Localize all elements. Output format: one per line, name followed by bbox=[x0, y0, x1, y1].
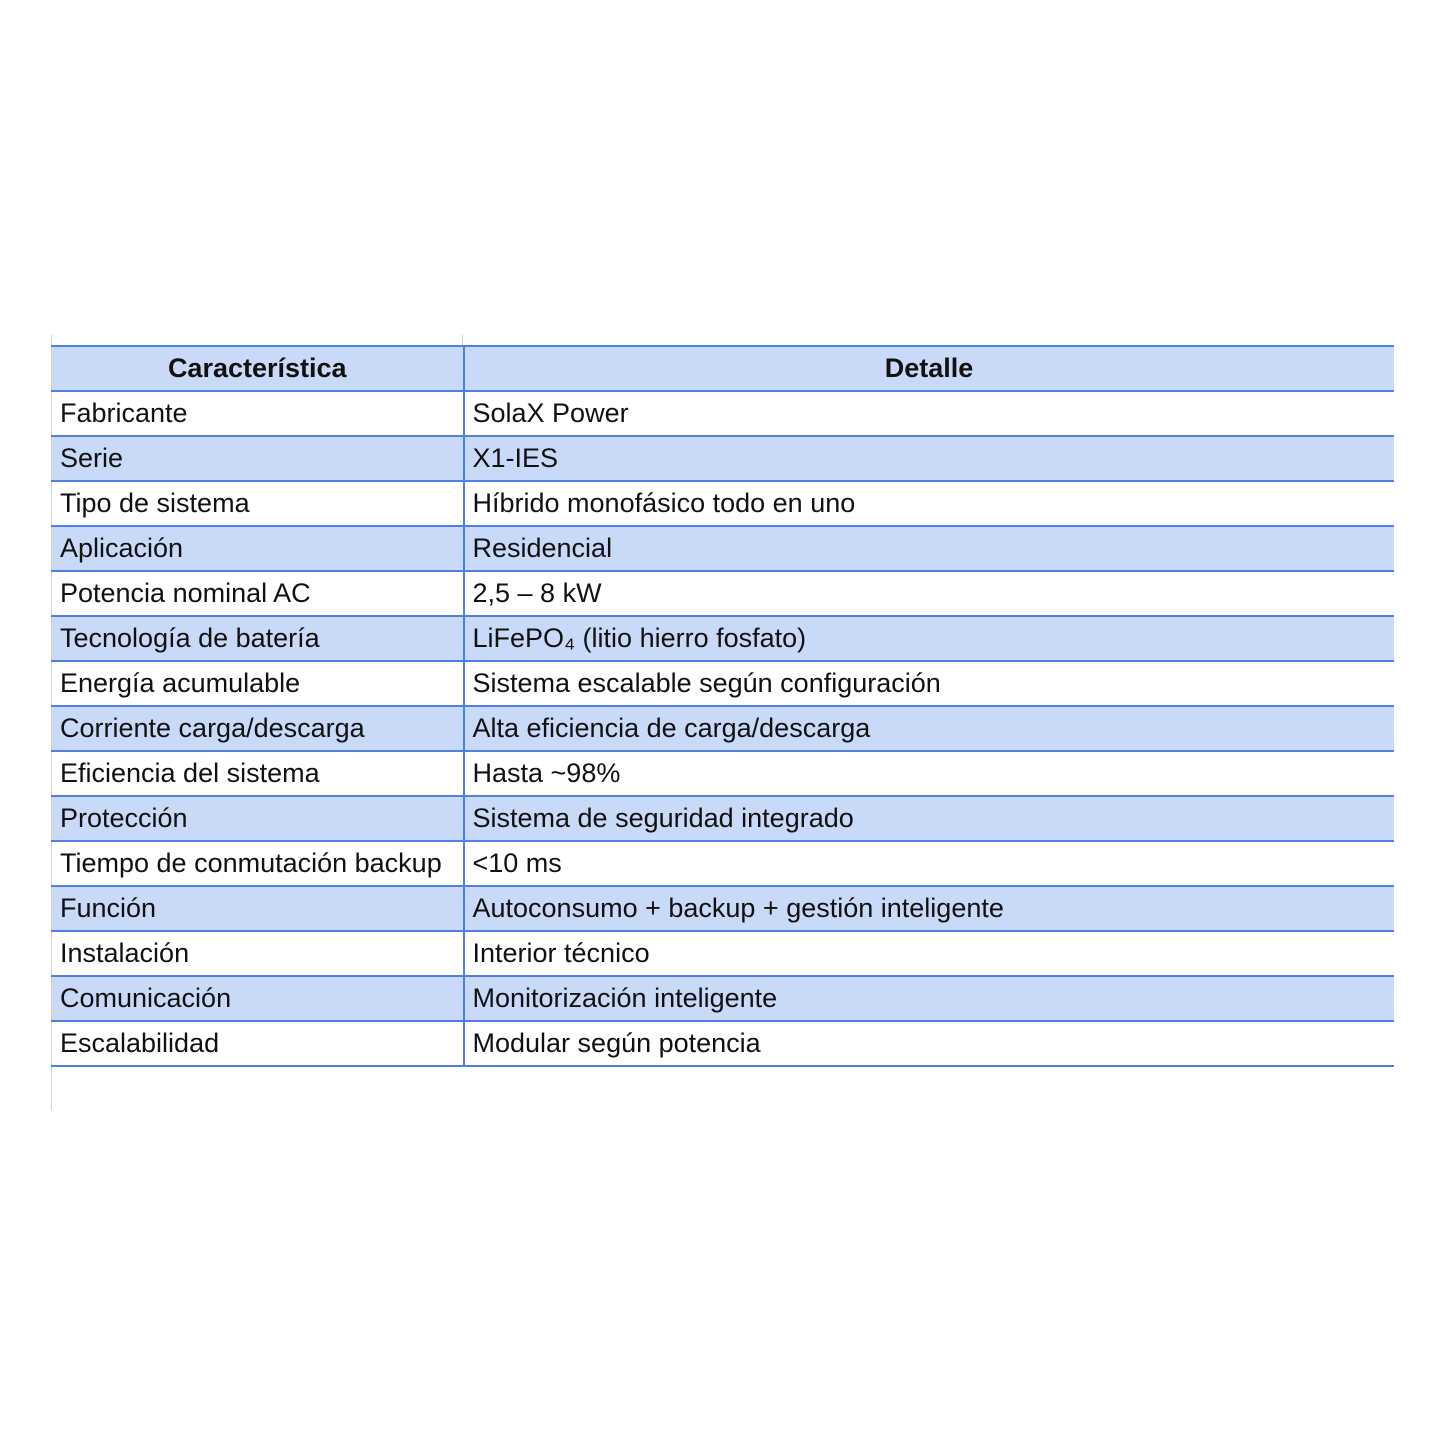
header-row bbox=[52, 346, 1394, 391]
detail-cell[interactable]: Autoconsumo + backup + gestión inteligente bbox=[464, 886, 1394, 931]
detail-cell[interactable]: 2,5 – 8 kW bbox=[464, 571, 1394, 616]
table-row bbox=[52, 571, 1394, 616]
table-row bbox=[52, 391, 1394, 436]
header-cell-caracteristica[interactable]: Característica bbox=[52, 346, 464, 391]
table-row bbox=[52, 886, 1394, 931]
detail-cell[interactable]: Interior técnico bbox=[464, 931, 1394, 976]
table-row bbox=[52, 931, 1394, 976]
detail-cell[interactable]: Hasta ~98% bbox=[464, 751, 1394, 796]
detail-cell[interactable]: Híbrido monofásico todo en uno bbox=[464, 481, 1394, 526]
feature-cell[interactable]: Tecnología de batería bbox=[52, 616, 464, 661]
feature-cell[interactable]: Escalabilidad bbox=[52, 1021, 464, 1066]
spec-table bbox=[51, 345, 1394, 1067]
feature-cell[interactable]: Instalación bbox=[52, 931, 464, 976]
grid-line-column-divider bbox=[462, 335, 463, 345]
detail-cell[interactable]: Modular según potencia bbox=[464, 1021, 1394, 1066]
table-row bbox=[52, 526, 1394, 571]
feature-cell[interactable]: Eficiencia del sistema bbox=[52, 751, 464, 796]
feature-cell[interactable]: Potencia nominal AC bbox=[52, 571, 464, 616]
detail-cell[interactable]: Sistema escalable según configuración bbox=[464, 661, 1394, 706]
table-row bbox=[52, 436, 1394, 481]
detail-cell[interactable]: Sistema de seguridad integrado bbox=[464, 796, 1394, 841]
table-row bbox=[52, 481, 1394, 526]
header-cell-detalle[interactable]: Detalle bbox=[464, 346, 1394, 391]
detail-cell[interactable]: LiFePO₄ (litio hierro fosfato) bbox=[464, 616, 1394, 661]
table-row bbox=[52, 616, 1394, 661]
table-row bbox=[52, 751, 1394, 796]
table-row bbox=[52, 661, 1394, 706]
table-row bbox=[52, 976, 1394, 1021]
detail-cell[interactable]: Monitorización inteligente bbox=[464, 976, 1394, 1021]
feature-cell[interactable]: Comunicación bbox=[52, 976, 464, 1021]
feature-cell[interactable]: Protección bbox=[52, 796, 464, 841]
feature-cell[interactable]: Función bbox=[52, 886, 464, 931]
feature-cell[interactable]: Energía acumulable bbox=[52, 661, 464, 706]
feature-cell[interactable]: Tipo de sistema bbox=[52, 481, 464, 526]
feature-cell[interactable]: Tiempo de conmutación backup bbox=[52, 841, 464, 886]
table-row bbox=[52, 841, 1394, 886]
table-row bbox=[52, 1021, 1394, 1066]
detail-cell[interactable]: X1-IES bbox=[464, 436, 1394, 481]
table-row bbox=[52, 796, 1394, 841]
detail-cell[interactable]: SolaX Power bbox=[464, 391, 1394, 436]
feature-cell[interactable]: Serie bbox=[52, 436, 464, 481]
detail-cell[interactable]: Residencial bbox=[464, 526, 1394, 571]
feature-cell[interactable]: Aplicación bbox=[52, 526, 464, 571]
feature-cell[interactable]: Corriente carga/descarga bbox=[52, 706, 464, 751]
detail-cell[interactable]: Alta eficiencia de carga/descarga bbox=[464, 706, 1394, 751]
detail-cell[interactable]: <10 ms bbox=[464, 841, 1394, 886]
feature-cell[interactable]: Fabricante bbox=[52, 391, 464, 436]
table-row bbox=[52, 706, 1394, 751]
